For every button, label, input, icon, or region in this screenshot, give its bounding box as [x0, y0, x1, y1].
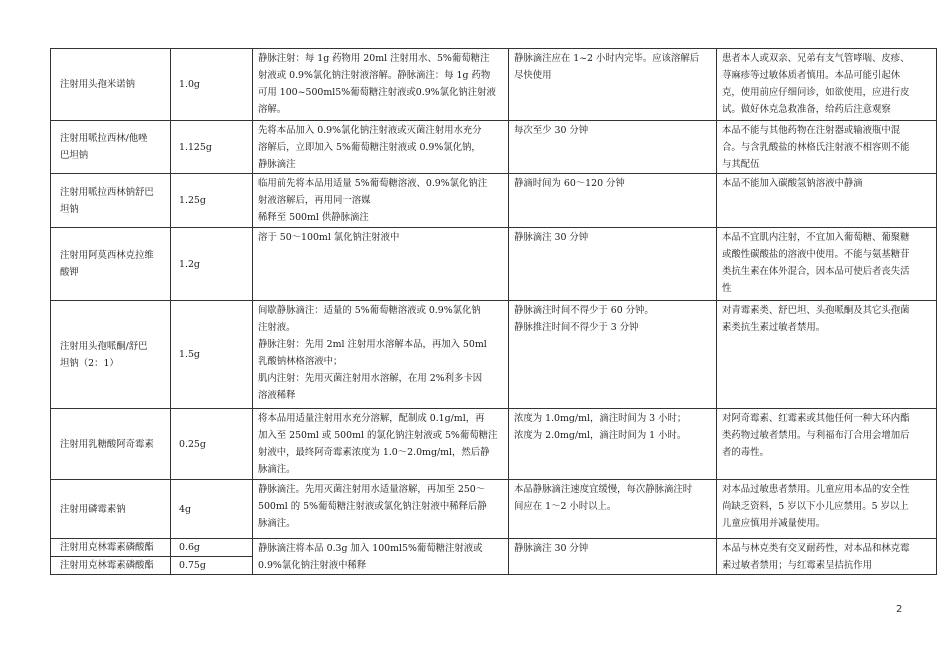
cell-text-line: 注射用哌拉西林/他唑: [60, 133, 148, 144]
precaution-cell: [717, 409, 937, 480]
cell-text-line: 本品静脉滴注速度宜缓慢，每次静脉滴注时: [514, 484, 693, 495]
cell-text-line: 射液溶解后，再用同一溶媒: [258, 195, 371, 206]
cell-text-line: 0.9%氯化钠注射液中稀释: [258, 560, 367, 571]
cell-text-line: 本品不能加入碳酸氢钠溶液中静滴: [722, 178, 863, 189]
precaution-cell: [717, 228, 937, 301]
cell-text-line: 肌内注射：先用灭菌注射用水溶解，在用 2%利多卡因: [258, 373, 483, 384]
precaution-cell: [717, 301, 937, 409]
preparation-cell: [253, 174, 509, 228]
cell-text-line: 乳酸钠林格溶液中；: [258, 356, 343, 367]
drug-name-cell: [51, 174, 171, 228]
cell-text-line: 注射用头孢米诺钠: [60, 79, 136, 90]
cell-text-line: 试。做好休克急救准备，给药后注意观察: [722, 104, 891, 115]
table-row: [51, 49, 937, 121]
dose-cell: 1.0g: [171, 49, 253, 121]
cell-text-line: 静脉注射：每 1g 药物用 20ml 注射用水、5%葡萄糖注: [258, 53, 490, 64]
cell-text-line: 每次至少 30 分钟: [514, 125, 589, 136]
preparation-cell: [253, 301, 509, 409]
cell-text-line: 加入至 250ml 或 500ml 的氯化钠注射液或 5%葡萄糖注: [258, 430, 498, 441]
cell-text-line: 坦钠: [60, 203, 79, 215]
cell-text-line: 患者本人或双亲、兄弟有支气管哮喘、皮疹、: [722, 53, 910, 64]
drug-name-cell: [51, 49, 171, 121]
cell-text-line: 静脉滴注 30 分钟: [514, 232, 589, 243]
table-row: [51, 121, 937, 174]
cell-text-line: 溶于 50～100ml 氯化钠注射液中: [258, 232, 400, 243]
infusion-rate-cell: [509, 301, 717, 409]
cell-text-line: 射液中，最终阿奇霉素浓度为 1.0～2.0mg/ml，然后静: [258, 447, 490, 458]
precaution-cell: [717, 480, 937, 539]
cell-text-line: 射液或 0.9%氯化钠注射液溶解。静脉滴注：每 1g 药物: [258, 70, 491, 81]
drug-name-cell: [51, 121, 171, 174]
cell-text-line: 对阿奇霉素、红霉素或其他任何一种大环内酯: [722, 413, 910, 424]
dose-cell: 0.6g: [171, 539, 253, 557]
cell-text-line: 静脉滴注 30 分钟: [514, 543, 589, 554]
drug-name-cell: [51, 557, 171, 575]
table-row: [51, 409, 937, 480]
cell-text-line: 注射用克林霉素磷酸酯: [60, 560, 154, 571]
cell-text-line: 或酸性碳酸盐的溶液中使用。不能与氨基糖苷: [722, 249, 910, 260]
preparation-cell: [253, 480, 509, 539]
table-row: [51, 228, 937, 301]
cell-text-line: 本品不宜肌内注射，不宜加入葡萄糖、葡聚糖: [722, 232, 910, 243]
cell-text-line: 注射用磷霉素钠: [60, 503, 126, 515]
cell-text-line: 可用 100~500ml5%葡萄糖注射液或0.9%氯化钠注射液: [258, 87, 496, 98]
infusion-rate-cell: [509, 174, 717, 228]
cell-text-line: 类抗生素在体外混合，因本品可使后者丧失活: [722, 266, 910, 277]
cell-text-line: 静脉滴注应在 1~2 小时内完毕。应该溶解后: [514, 53, 700, 64]
cell-text-line: 对青霉素类、舒巴坦、头孢哌酮及其它头孢菌: [722, 305, 910, 316]
cell-text-line: 合。与含乳酸盐的林格氏注射液不相容则不能: [722, 142, 910, 153]
cell-text-line: 坦钠（2：1）: [60, 357, 119, 369]
infusion-rate-cell: [509, 121, 717, 174]
page-number: 2: [896, 604, 903, 615]
dose-cell: 4g: [171, 480, 253, 539]
dose-cell: 1.125g: [171, 121, 253, 174]
cell-text-line: 巴坦钠: [60, 150, 89, 161]
drug-name-cell: [51, 539, 171, 557]
cell-text-line: 静脉注射：先用 2ml 注射用水溶解本品，再加入 50ml: [258, 339, 487, 350]
cell-text-line: 临用前先将本品用适量 5%葡萄糖溶液、0.9%氯化钠注: [258, 178, 488, 189]
table-row: [51, 480, 937, 539]
precaution-cell: [717, 539, 937, 575]
cell-text-line: 浓度为 2.0mg/ml，滴注时间为 1 小时。: [514, 430, 687, 441]
cell-text-line: 本品与林克类有交叉耐药性，对本品和林克霉: [722, 543, 910, 554]
preparation-cell: [253, 121, 509, 174]
cell-text-line: 脉滴注。: [258, 464, 296, 475]
cell-text-line: 对本品过敏患者禁用。儿童应用本品的安全性: [722, 484, 910, 495]
cell-text-line: 间应在 1～2 小时以上。: [514, 501, 617, 512]
dose-cell: 1.2g: [171, 228, 253, 301]
cell-text-line: 溶解。: [258, 104, 287, 115]
infusion-rate-cell: [509, 409, 717, 480]
dose-cell: 0.75g: [171, 557, 253, 575]
drug-table: [50, 48, 937, 575]
infusion-rate-cell: [509, 228, 717, 301]
cell-text-line: 溶解后，立即加入 5%葡萄糖注射液或 0.9%氯化钠，: [258, 142, 481, 153]
cell-text-line: 注射用乳糖酸阿奇霉素: [60, 438, 154, 450]
infusion-rate-cell: [509, 49, 717, 121]
cell-text-line: 尚缺乏资料，5 岁以下小儿应禁用。5 岁以上: [722, 501, 909, 512]
cell-text-line: 静脉滴注。先用灭菌注射用水适量溶解，再加至 250～: [258, 484, 486, 495]
cell-text-line: 本品不能与其他药物在注射器或输液瓶中混: [722, 125, 901, 136]
drug-name-cell: [51, 480, 171, 539]
table-row: [51, 301, 937, 409]
cell-text-line: 溶液稀释: [258, 390, 296, 401]
drug-name-cell: [51, 301, 171, 409]
cell-text-line: 注射用阿莫西林克拉维: [60, 250, 154, 261]
dose-cell: 0.25g: [171, 409, 253, 480]
cell-text-line: 素过敏者禁用；与红霉素呈拮抗作用: [722, 560, 873, 571]
precaution-cell: [717, 174, 937, 228]
cell-text-line: 者的毒性。: [722, 447, 769, 458]
drug-name-cell: [51, 228, 171, 301]
table-row: [51, 539, 937, 557]
cell-text-line: 克，使用前应仔细问诊，如欲使用，应进行皮: [722, 87, 910, 98]
cell-text-line: 注射液。: [258, 322, 296, 333]
preparation-cell: [253, 409, 509, 480]
cell-text-line: 注射用克林霉素磷酸酯: [60, 542, 154, 553]
preparation-cell: [253, 228, 509, 301]
cell-text-line: 将本品用适量注射用水充分溶解，配制成 0.1g/ml，再: [258, 413, 485, 424]
cell-text-line: 静脉滴注将本品 0.3g 加入 100ml5%葡萄糖注射液或: [258, 543, 483, 554]
cell-text-line: 酸钾: [60, 267, 79, 278]
cell-text-line: 荨麻疹等过敏体质者慎用。本品可能引起休: [722, 70, 901, 81]
preparation-cell: [253, 49, 509, 121]
dose-cell: 1.25g: [171, 174, 253, 228]
table-row: [51, 174, 937, 228]
cell-text-line: 素类抗生素过敏者禁用。: [722, 322, 826, 333]
preparation-cell: [253, 539, 509, 575]
precaution-cell: [717, 121, 937, 174]
drug-name-cell: [51, 409, 171, 480]
cell-text-line: 注射用哌拉西林钠舒巴: [60, 186, 154, 198]
cell-text-line: 500ml 的 5%葡萄糖注射液或氯化钠注射液中稀释后静: [258, 501, 487, 512]
cell-text-line: 间歇静脉滴注：适量的 5%葡萄糖溶液或 0.9%氯化钠: [258, 305, 481, 316]
cell-text-line: 注射用头孢哌酮/舒巴: [60, 340, 148, 352]
cell-text-line: 性: [722, 283, 732, 294]
cell-text-line: 稀释至 500ml 供静脉滴注: [258, 212, 369, 223]
cell-text-line: 静脉推注时间不得少于 3 分钟: [514, 322, 639, 333]
cell-text-line: 静脉滴注: [258, 159, 296, 170]
cell-text-line: 脉滴注。: [258, 518, 296, 529]
cell-text-line: 尽快使用: [514, 70, 552, 81]
dose-cell: 1.5g: [171, 301, 253, 409]
infusion-rate-cell: [509, 539, 717, 575]
cell-text-line: 与其配伍: [722, 159, 760, 170]
precaution-cell: [717, 49, 937, 121]
cell-text-line: 静脉滴注时间不得少于 60 分钟。: [514, 305, 654, 316]
infusion-rate-cell: [509, 480, 717, 539]
cell-text-line: 儿童应慎用并减量使用。: [722, 518, 826, 529]
cell-text-line: 类药物过敏者禁用。与利福布汀合用会增加后: [722, 430, 910, 441]
cell-text-line: 静滴时间为 60～120 分钟: [514, 178, 625, 189]
cell-text-line: 先将本品加入 0.9%氯化钠注射液或灭菌注射用水充分: [258, 125, 482, 136]
cell-text-line: 浓度为 1.0mg/ml，滴注时间为 3 小时；: [514, 413, 687, 424]
